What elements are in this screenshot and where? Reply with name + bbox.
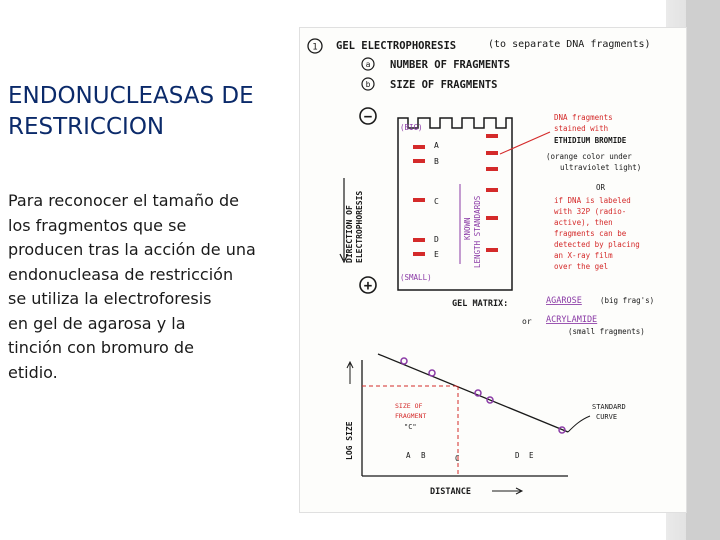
heading-number: 1 <box>312 42 318 53</box>
axis-mark-b: B <box>421 451 426 460</box>
slide-title: ENDONUCLEASAS DE RESTRICCION <box>8 83 254 141</box>
direction-label-2: ELECTROPHORESIS <box>355 190 364 263</box>
log-size-label: LOG SIZE <box>345 421 354 460</box>
orange-line-2: ultraviolet light) <box>560 163 642 172</box>
band-label-e: E <box>434 250 439 259</box>
standard-band-6 <box>486 248 498 252</box>
or-label-2: or <box>522 317 532 326</box>
axis-mark-c: C <box>455 454 460 463</box>
agarose-label: AGAROSE <box>546 296 582 306</box>
item-a-text: NUMBER OF FRAGMENTS <box>390 59 511 71</box>
distance-label: DISTANCE <box>430 487 471 497</box>
orange-line-1: (orange color under <box>546 152 632 161</box>
band-d <box>413 238 425 242</box>
standard-curve-label-1: STANDARD <box>592 403 626 411</box>
axis-mark-e: E <box>529 451 534 460</box>
agarose-note: (big frag's) <box>600 296 655 305</box>
fragment-c-label-2: FRAGMENT <box>395 412 427 420</box>
item-b-text: SIZE OF FRAGMENTS <box>390 79 498 91</box>
electrophoresis-drawing <box>300 28 686 512</box>
standard-curve-label-2: CURVE <box>596 413 618 421</box>
stain-line-1: DNA fragments <box>554 113 613 122</box>
decorative-side-strip-dark <box>686 0 720 540</box>
band-label-c: C <box>434 197 439 206</box>
band-label-d: D <box>434 235 439 244</box>
small-label: (SMALL) <box>400 273 432 282</box>
item-a-mark: a <box>365 60 371 69</box>
standard-band-4 <box>486 188 498 192</box>
curve-point-2 <box>429 370 435 376</box>
band-a <box>413 145 425 149</box>
radio-line-5: detected by placing <box>554 240 640 249</box>
axis-mark-a: A <box>406 451 411 460</box>
minus-electrode: − <box>363 109 373 125</box>
band-b <box>413 159 425 163</box>
acrylamide-note: (small fragments) <box>568 327 645 336</box>
stain-pointer <box>500 132 550 154</box>
radio-line-6: an X-ray film <box>554 251 613 260</box>
axis-mark-d: D <box>515 451 520 460</box>
plus-electrode: + <box>363 278 373 294</box>
slide-body-text: Para reconocer el tamaño de los fragmentos que se producen tras la acción de una endonucleasa de restricción se utiliza la electroforesis en gel de agarosa y la tinción con bromuro de etidio. <box>8 191 256 382</box>
band-e <box>413 252 425 256</box>
heading-text: GEL ELECTROPHORESIS <box>336 40 457 52</box>
electrophoresis-illustration <box>300 28 686 512</box>
band-label-b: B <box>434 157 439 166</box>
standard-band-2 <box>486 151 498 155</box>
radio-line-1: if DNA is labeled <box>554 196 631 205</box>
fragment-c-label-3: "C" <box>404 423 417 431</box>
standard-band-1 <box>486 134 498 138</box>
radio-line-3: active), then <box>554 218 613 227</box>
gel-slab <box>398 118 512 290</box>
standard-curve-pointer <box>568 416 590 432</box>
standard-band-3 <box>486 167 498 171</box>
standard-band-5 <box>486 216 498 220</box>
item-b-mark: b <box>365 80 371 89</box>
standards-label-1: KNOWN <box>463 217 472 240</box>
curve-point-1 <box>401 358 407 364</box>
fragment-c-label-1: SIZE OF <box>395 402 423 410</box>
band-label-a: A <box>434 141 439 150</box>
big-label: (BIG) <box>400 123 423 132</box>
radio-line-2: with 32P (radio- <box>554 207 627 216</box>
radio-line-4: fragments can be <box>554 229 627 238</box>
acrylamide-label: ACRYLAMIDE <box>546 315 598 325</box>
standard-curve-line <box>378 354 568 432</box>
band-c <box>413 198 425 202</box>
stain-line-2: stained with <box>554 124 609 133</box>
standards-label-2: LENGTH STANDARDS <box>473 195 482 268</box>
radio-line-7: over the gel <box>554 262 609 271</box>
stain-line-3: ETHIDIUM BROMIDE <box>554 136 627 145</box>
or-label-1: OR <box>596 183 606 192</box>
direction-label-1: DIRECTION OF <box>345 205 354 263</box>
gel-matrix-label: GEL MATRIX: <box>452 299 509 309</box>
heading-note: (to separate DNA fragments) <box>488 39 651 50</box>
